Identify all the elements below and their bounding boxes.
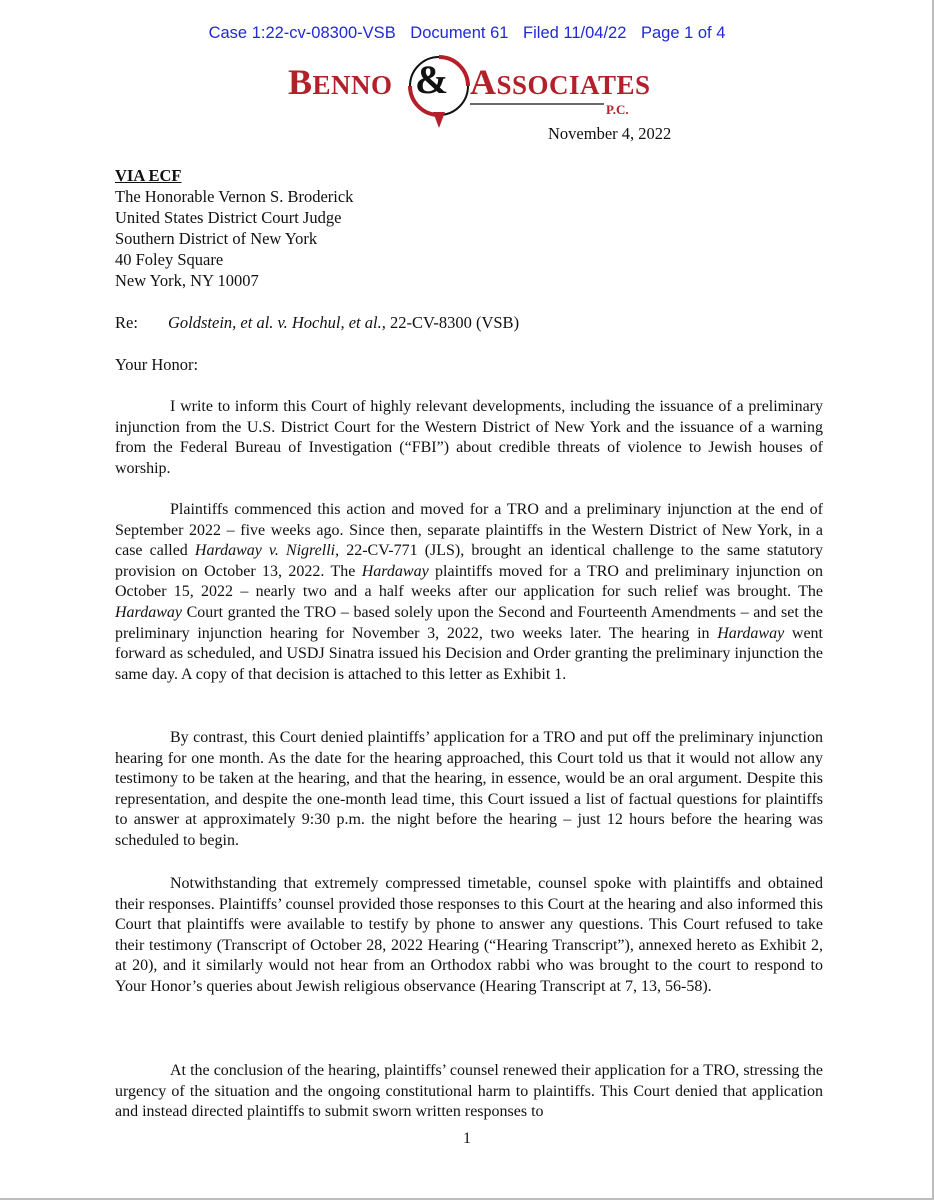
logo-ampersand: & [415,57,449,102]
case-docket: 22-CV-8300 (VSB) [385,313,520,332]
subject-line [115,313,519,333]
ecf-filing-header [0,24,934,43]
delivery-method: VIA ECF [115,166,182,185]
firm-name-left: BENNO [288,62,393,102]
address-line: 40 Foley Square [115,250,224,269]
address-line: United States District Court Judge [115,208,342,227]
address-line: The Honorable Vernon S. Broderick [115,187,354,206]
address-line: New York, NY 10007 [115,271,259,290]
body-paragraph: By contrast, this Court denied plaintiffs’ application for a TRO and put off the preliminary injunction hearing for one month. As the date for the hearing approached, this Court told us that it would not allow any testimony to be taken at the hearing, and that the hearing, in essence, would be an oral argument. Despite this representation, and despite the one-month lead time, this Court issued a list of factual questions for plaintiffs to answer at approximately 9:30 p.m. the night before the hearing – just 12 hours before the hearing was scheduled to begin. [115,729,823,849]
firm-logo [288,52,651,128]
body-paragraph: At the conclusion of the hearing, plaintiffs’ counsel renewed their application for a TRO, stressing the urgency of the situation and the ongoing constitutional harm to plaintiffs. This Court denied that application and instead directed plaintiffs to submit sworn written responses to [115,1062,823,1121]
letter-date: November 4, 2022 [548,124,672,143]
body-paragraph: Plaintiffs commenced this action and moved for a TRO and a preliminary injunction at the end of September 2022 – five weeks ago. Since then, separate plaintiffs in the Western District of New York, in a case called Hardaway v. Nigrelli, 22-CV-771 (JLS), brought an identical challenge to the same statutory provision on October 13, 2022. The Hardaway plaintiffs moved for a TRO and preliminary injunction on October 15, 2022 – nearly two and a half weeks after our application for such relief was brought. The Hardaway Court granted the TRO – based solely upon the Second and Fourteenth Amendments – and set the preliminary injunction hearing for November 3, 2022, two weeks later. The hearing in Hardaway went forward as scheduled, and USDJ Sinatra issued his Decision and Order granting the preliminary injunction the same day. A copy of that decision is attached to this letter as Exhibit 1. [115,501,824,683]
body-paragraph: Notwithstanding that extremely compressed timetable, counsel spoke with plaintiffs and obtained their responses. Plaintiffs’ counsel provided those responses to this Court at the hearing and also informed this Court that plaintiffs were available to testify by phone to answer any questions. This Court refused to take their testimony (Transcript of October 28, 2022 Hearing (“Hearing Transcript”), annexed hereto as Exhibit 2, at 20), and it similarly would not hear from an Orthodox rabbi who was brought to the court to respond to Your Honor’s queries about Jewish religious observance (Hearing Transcript at 7, 13, 56-58). [115,875,823,995]
filed-date: Filed 11/04/22 [523,24,627,42]
salutation: Your Honor: [115,355,199,374]
page-number: 1 [463,1130,471,1147]
address-line: Southern District of New York [115,229,318,248]
re-label: Re: [115,313,138,332]
firm-name-right: ASSOCIATES [470,62,651,102]
body-paragraph: I write to inform this Court of highly relevant developments, including the issuance of a preliminary injunction from the U.S. District Court for the Western District of New York and the issuance of a warning from the Federal Bureau of Investigation (“FBI”) about credible threats of violence to Jewish houses of worship. [115,398,823,477]
document-number: Document 61 [410,24,509,42]
case-number: Case 1:22-cv-08300-VSB [208,24,396,42]
page-count: Page 1 of 4 [640,24,726,42]
firm-suffix: P.C. [606,102,629,117]
recipient-address [115,165,353,291]
case-caption: Goldstein, et al. v. Hochul, et al., [168,313,386,332]
